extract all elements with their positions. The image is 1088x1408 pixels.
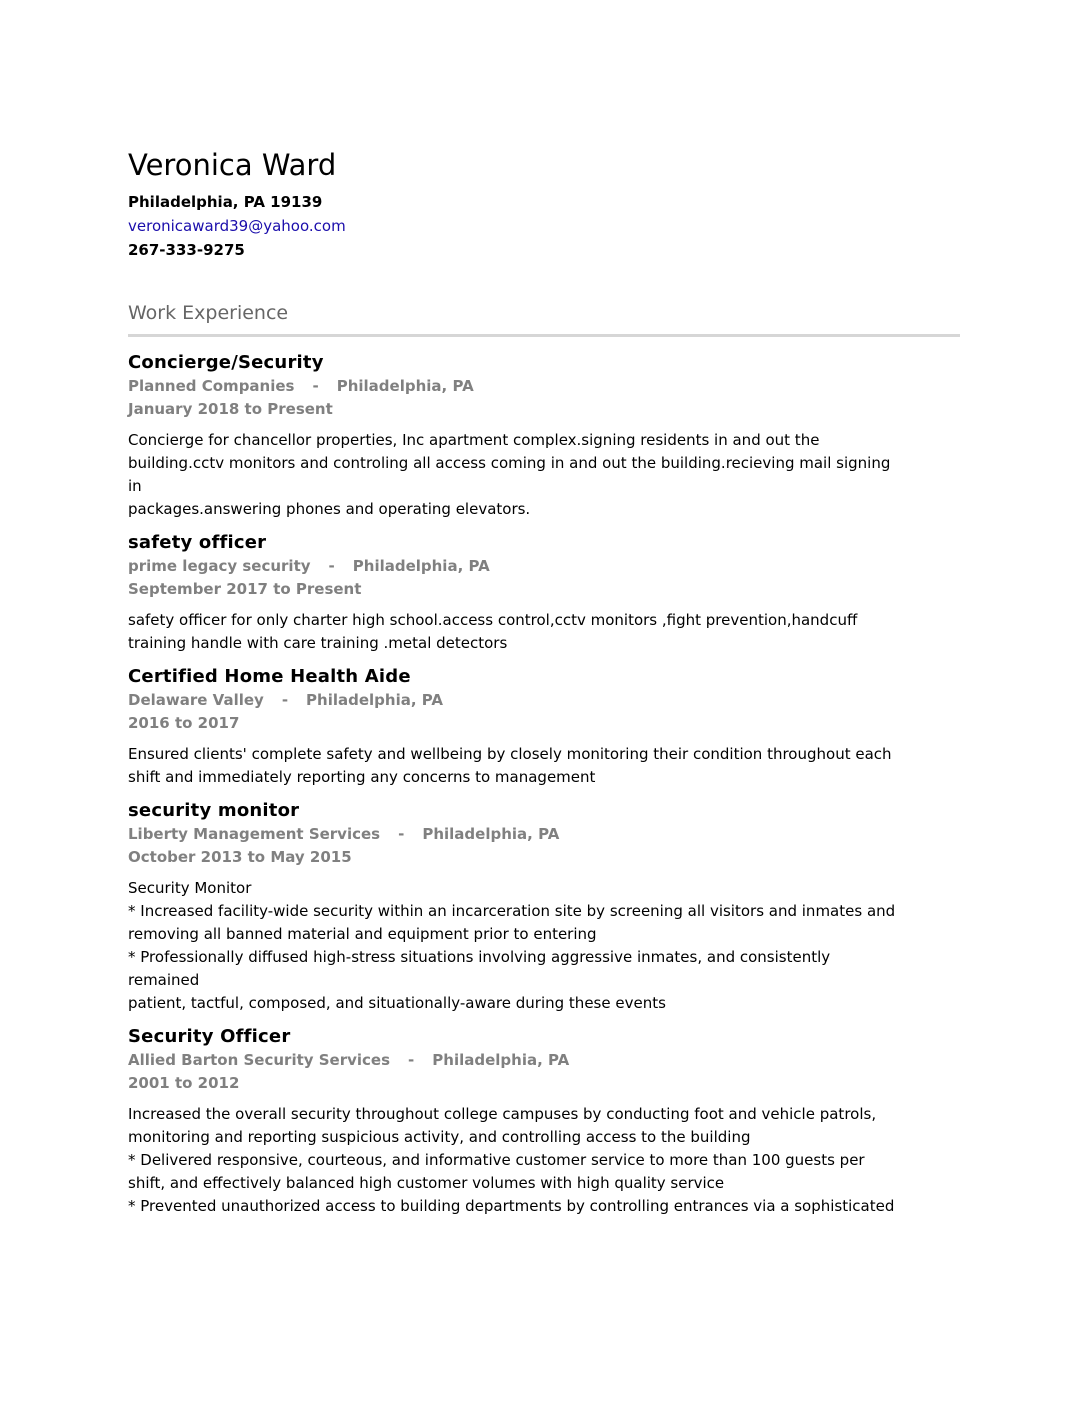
company-name: Delaware Valley (128, 691, 264, 709)
job-meta (128, 689, 960, 712)
company-name: prime legacy security (128, 557, 311, 575)
job-location: Philadelphia, PA (352, 557, 490, 575)
job-dates: 2001 to 2012 (128, 1074, 240, 1092)
job-dates: September 2017 to Present (128, 580, 362, 598)
email-link[interactable]: veronicaward39@yahoo.com (128, 217, 346, 235)
job-location: Philadelphia, PA (336, 377, 474, 395)
job-dates: October 2013 to May 2015 (128, 848, 352, 866)
company-name: Liberty Management Services (128, 825, 381, 843)
job-title: Security Officer (128, 1026, 291, 1047)
job-location: Philadelphia, PA (422, 825, 560, 843)
job-location: Philadelphia, PA (306, 691, 444, 709)
meta-separator: - (398, 825, 405, 843)
meta-separator: - (328, 557, 335, 575)
address: Philadelphia, PA 19139 (128, 193, 323, 211)
job-dates: 2016 to 2017 (128, 714, 240, 732)
job-entry (128, 799, 960, 1015)
job-description: Increased the overall security throughout college campuses by conducting foot and vehicle patrols, monitoring and reporting suspicious activity, and controlling access to the building * Delivered responsive, courteous, and informative customer service to more than 100 guests per shift, and effectively balanced high customer volumes with high quality service * Prevented unauthorized access to building departments by controlling entrances via a sophisticated (128, 1105, 895, 1215)
job-description: safety officer for only charter high school.access control,cctv monitors ,fight prevention,handcuff training handle with care training .metal detectors (128, 611, 858, 652)
job-description: Ensured clients' complete safety and wellbeing by closely monitoring their condition throughout each shift and immediately reporting any concerns to management (128, 745, 892, 786)
job-entry (128, 351, 960, 521)
job-description: Security Monitor * Increased facility-wide security within an incarceration site by screening all visitors and inmates and removing all banned material and equipment prior to entering * Professionally diffused high-stress situations involving aggressive inmates, and consistently remained patient, tactful, composed, and situationally-aware during these events (128, 879, 896, 1012)
job-title: Certified Home Health Aide (128, 666, 411, 687)
company-name: Planned Companies (128, 377, 295, 395)
job-meta (128, 823, 960, 846)
meta-separator: - (281, 691, 289, 709)
job-title: security monitor (128, 800, 300, 821)
job-dates: January 2018 to Present (128, 400, 333, 418)
meta-separator: - (312, 377, 319, 395)
job-meta (128, 555, 960, 578)
job-location: Philadelphia, PA (432, 1051, 570, 1069)
company-name: Allied Barton Security Services (128, 1051, 391, 1069)
job-entry (128, 531, 960, 655)
job-description: Concierge for chancellor properties, Inc apartment complex.signing residents in and out the building.cctv monitors and controling all access coming in and out the building.recieving mail signing in packages.answering phones and operating elevators. (128, 431, 891, 518)
resume-page (128, 146, 960, 1228)
job-entry (128, 665, 960, 789)
phone-number: 267-333-9275 (128, 241, 245, 259)
contact-block (128, 190, 960, 262)
job-meta (128, 375, 960, 398)
job-title: safety officer (128, 532, 267, 553)
candidate-name: Veronica Ward (128, 148, 337, 182)
job-meta (128, 1049, 960, 1072)
meta-separator: - (408, 1051, 415, 1069)
section-divider (128, 334, 960, 337)
job-title: Concierge/Security (128, 352, 324, 373)
job-entry (128, 1025, 960, 1218)
section-title: Work Experience (128, 302, 289, 324)
